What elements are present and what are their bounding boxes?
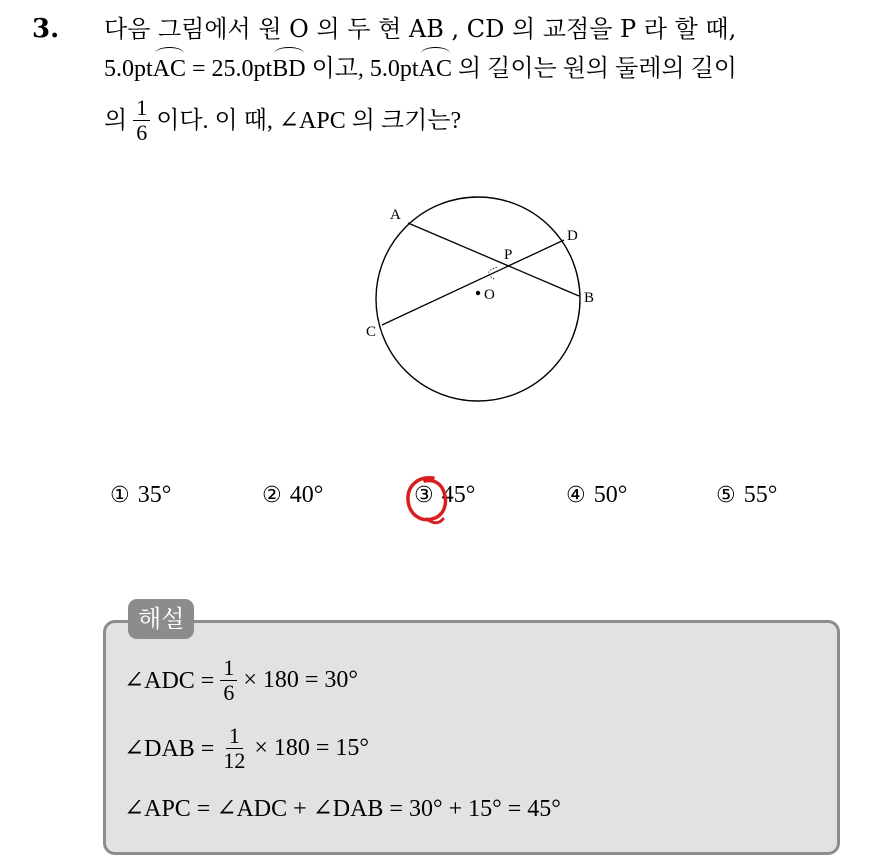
label-d: D [567,228,578,244]
question-number: 3. [32,14,60,44]
question-line-2-part-a: 5.0pt [104,56,153,82]
chord-cd [382,240,564,325]
choice-1-text: 35° [137,482,172,508]
choice-4-number: ④ [566,483,586,508]
choice-4-text: 50° [593,482,628,508]
question-line-3-part-a: 의 [104,107,128,134]
solution-tag: 해설 [128,599,194,639]
circle-chord-figure [350,195,610,405]
chord-ab [408,223,579,296]
circle-o [376,197,580,401]
question-line-2-part-d: 의 길이는 원의 둘레의 길이 [451,56,737,82]
answer-choices [110,482,810,522]
choice-4[interactable] [566,482,627,509]
choice-3-text: 45° [441,482,476,508]
question-line-2-part-b: = 25.0pt [186,56,273,82]
question-line-3 [104,96,461,145]
choice-3[interactable] [414,482,475,509]
fraction-numerator: 1 [133,96,150,121]
solution-line-1 [124,656,358,705]
solution-fraction-1-denominator: 6 [223,680,235,705]
choice-2-text: 40° [289,482,324,508]
question-line-2 [104,52,737,86]
choice-1-number: ① [110,483,130,508]
label-b: B [584,290,595,306]
label-a: A [390,207,401,223]
solution-line-2 [124,724,369,773]
fraction-one-sixth [133,96,150,145]
arc-ac-2: AC [419,52,452,86]
question-line-1: 다음 그림에서 원 O 의 두 현 AB , CD 의 교점을 P 라 할 때, [104,15,737,43]
solution-fraction-2-denominator: 12 [223,748,246,773]
label-p: P [504,247,513,263]
choice-5-number: ⑤ [716,483,736,508]
solution-fraction-2 [220,724,248,773]
choice-2-number: ② [262,483,282,508]
solution-fraction-2-numerator: 1 [226,724,243,749]
label-o: O [484,287,495,303]
solution-line-2-rhs: × 180 = 15° [254,735,369,761]
choice-1[interactable] [110,482,171,509]
choice-3-number: ③ [414,483,434,508]
choice-2[interactable] [262,482,323,509]
solution-fraction-1-numerator: 1 [220,656,237,681]
center-dot [476,291,480,295]
solution-line-3: ∠APC = ∠ADC + ∠DAB = 30° + 15° = 45° [124,796,561,822]
solution-line-2-lhs: ∠DAB = [124,736,215,762]
question-line-2-part-c: 이고, 5.0pt [305,56,419,82]
fraction-denominator: 6 [136,120,148,145]
solution-line-1-lhs: ∠ADC = [124,668,215,694]
choice-5[interactable] [716,482,777,509]
solution-line-1-rhs: × 180 = 30° [243,667,358,693]
solution-fraction-1 [220,656,237,705]
question-line-3-part-b: 이다. 이 때, ∠APC 의 크기는? [156,107,462,134]
arc-ac-1: AC [153,52,186,86]
label-c: C [366,324,377,340]
arc-bd: BD [272,52,305,86]
choice-5-text: 55° [743,482,778,508]
